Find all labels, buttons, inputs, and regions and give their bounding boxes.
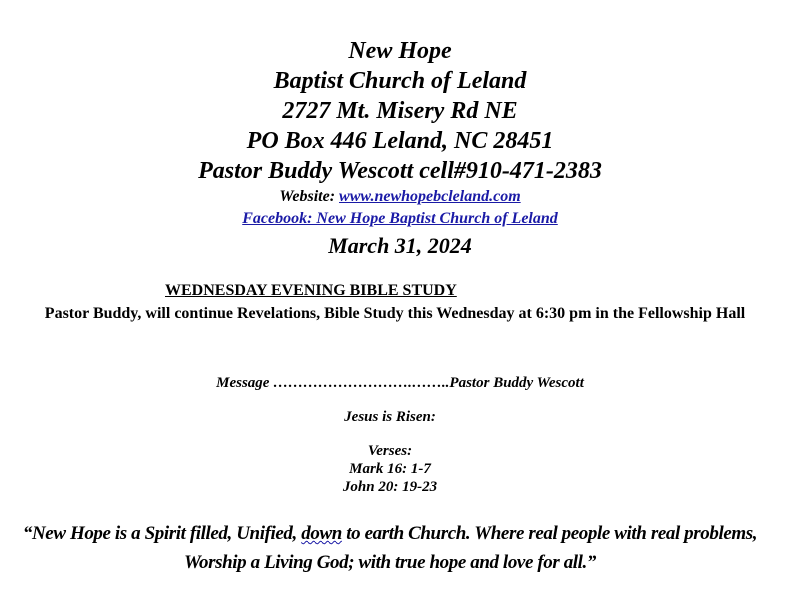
website-link[interactable]: www.newhopebcleland.com [339, 188, 521, 205]
website-line [0, 186, 800, 208]
motto-part-2: to earth Church. Where real people with real problems, Worship a Living God; with true hope and love for all.” [183, 523, 758, 573]
church-header [0, 36, 800, 260]
pastor-contact: Pastor Buddy Wescott cell#910-471-2383 [198, 158, 602, 184]
sermon-title: Jesus is Risen: [344, 409, 436, 425]
church-po-box: PO Box 446 Leland, NC 28451 [246, 128, 554, 154]
facebook-link[interactable]: Facebook: New Hope Baptist Church of Leland [242, 210, 558, 227]
church-motto [20, 519, 760, 577]
website-label: Website: [279, 188, 340, 205]
church-name-line-1: New Hope [348, 38, 452, 64]
motto-part-1: “New Hope is a Spirit filled, Unified, [22, 523, 302, 544]
facebook-line [0, 208, 800, 230]
bible-study-title: WEDNESDAY EVENING BIBLE STUDY [165, 282, 457, 299]
bulletin-date: March 31, 2024 [328, 233, 472, 258]
verses-block [0, 442, 780, 496]
verse-john: John 20: 19-23 [342, 479, 438, 495]
message-line: Message ……………………….……..Pastor Buddy Wescott [216, 375, 584, 391]
church-address: 2727 Mt. Misery Rd NE [282, 98, 518, 124]
church-name-line-2: Baptist Church of Leland [273, 68, 527, 94]
verses-label: Verses: [367, 443, 413, 459]
bible-study-description: Pastor Buddy, will continue Revelations, Bible Study this Wednesday at 6:30 pm in the Fellowship Hall [44, 305, 746, 322]
verse-mark: Mark 16: 1-7 [349, 461, 431, 477]
motto-spellcheck-word: down [301, 523, 342, 544]
